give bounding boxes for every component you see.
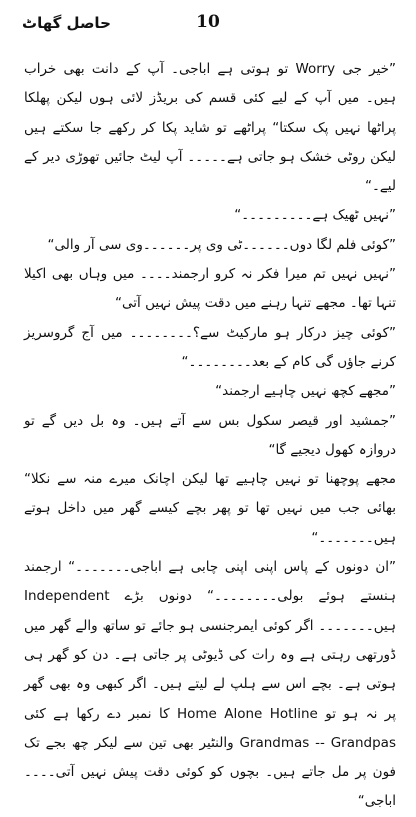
paragraph: ”نہیں ٹھیک ہے۔۔۔۔۔۔۔۔۔“ [234,207,396,224]
book-title: حاصل گھاٹ [22,14,111,32]
paragraph: مجھے پوچھنا تو نہیں چاہیے تھا لیکن اچانک میرے منہ سے نکلا“ بھائی جب میں نہیں تھا تو پھر بچے کیسے گھر میں داخل ہوتے ہیں۔۔۔۔۔۔۔“ [24,471,396,546]
page-header [0,10,416,40]
paragraph: ”جمشید اور قیصر سکول بس سے آتے ہیں۔ وہ بل دیں گے تو دروازہ کھول دیجیے گا“ [24,412,396,458]
paragraph: ”کوئی فلم لگا دوں۔۔۔۔۔۔ٹی وی پر۔۔۔۔۔۔وی سی آر والی“ [47,236,396,253]
paragraph: ”کوئی چیز درکار ہو مارکیٹ سے؟۔۔۔۔۔۔۔۔ میں آج گروسریز کرنے جاؤں گی کام کے بعد۔۔۔۔۔۔۔۔“ [24,324,396,370]
page-number: 10 [196,12,220,32]
paragraph: ”خیر جی Worry تو ہوتی ہے اباجی۔ آپ کے دانت بھی خراب ہیں۔ میں آپ کے لیے کئی قسم کی بریڈز لائی ہوں لیکن پھلکا پراٹھا نہیں پک سکتا“ پراٹھے تو شاید پکا کر رکھے جا سکتے ہیں لیکن روٹی خشک ہو جاتی ہے۔۔۔۔۔ آپ لیٹ جائیں تھوڑی دیر کے لیے۔“ [24,61,396,195]
paragraph: ”نہیں نہیں تم میرا فکر نہ کرو ارجمند۔۔۔۔ میں وہاں بھی اکیلا تنہا تھا۔ مجھے تنہا رہنے میں دقت پیش نہیں آتی“ [24,266,396,312]
paragraph: ”ان دونوں کے پاس اپنی اپنی چابی ہے اباجی۔۔۔۔۔۔۔“ ارجمند ہنستے ہوئے بولی۔۔۔۔۔۔۔۔“ دونوں بڑے Independent ہیں۔۔۔۔۔۔۔ اگر کوئی ایمرجنسی ہو جائے تو ساتھ والے گھر میں ڈورتھی رہتی ہے وہ رات کی ڈیوٹی پر جاتی ہے۔ دن کو گھر ہی ہوتی ہے۔ بچے اس سے ہلپ لے لیتے ہیں۔ اگر کبھی وہ بھی گھر پر نہ ہو تو Home Alone Hotline کا نمبر دے رکھا ہے کئی Grandmas -- Grandpas والنٹیر بھی تین سے لیکر چھ بجے تک فون پر مل جاتے ہیں۔ بچوں کو کوئی دقت پیش نہیں آتی۔۔۔۔اباجی“ [24,559,397,810]
body-text [24,55,396,817]
paragraph: ”مجھے کچھ نہیں چاہیے ارجمند“ [215,383,396,400]
